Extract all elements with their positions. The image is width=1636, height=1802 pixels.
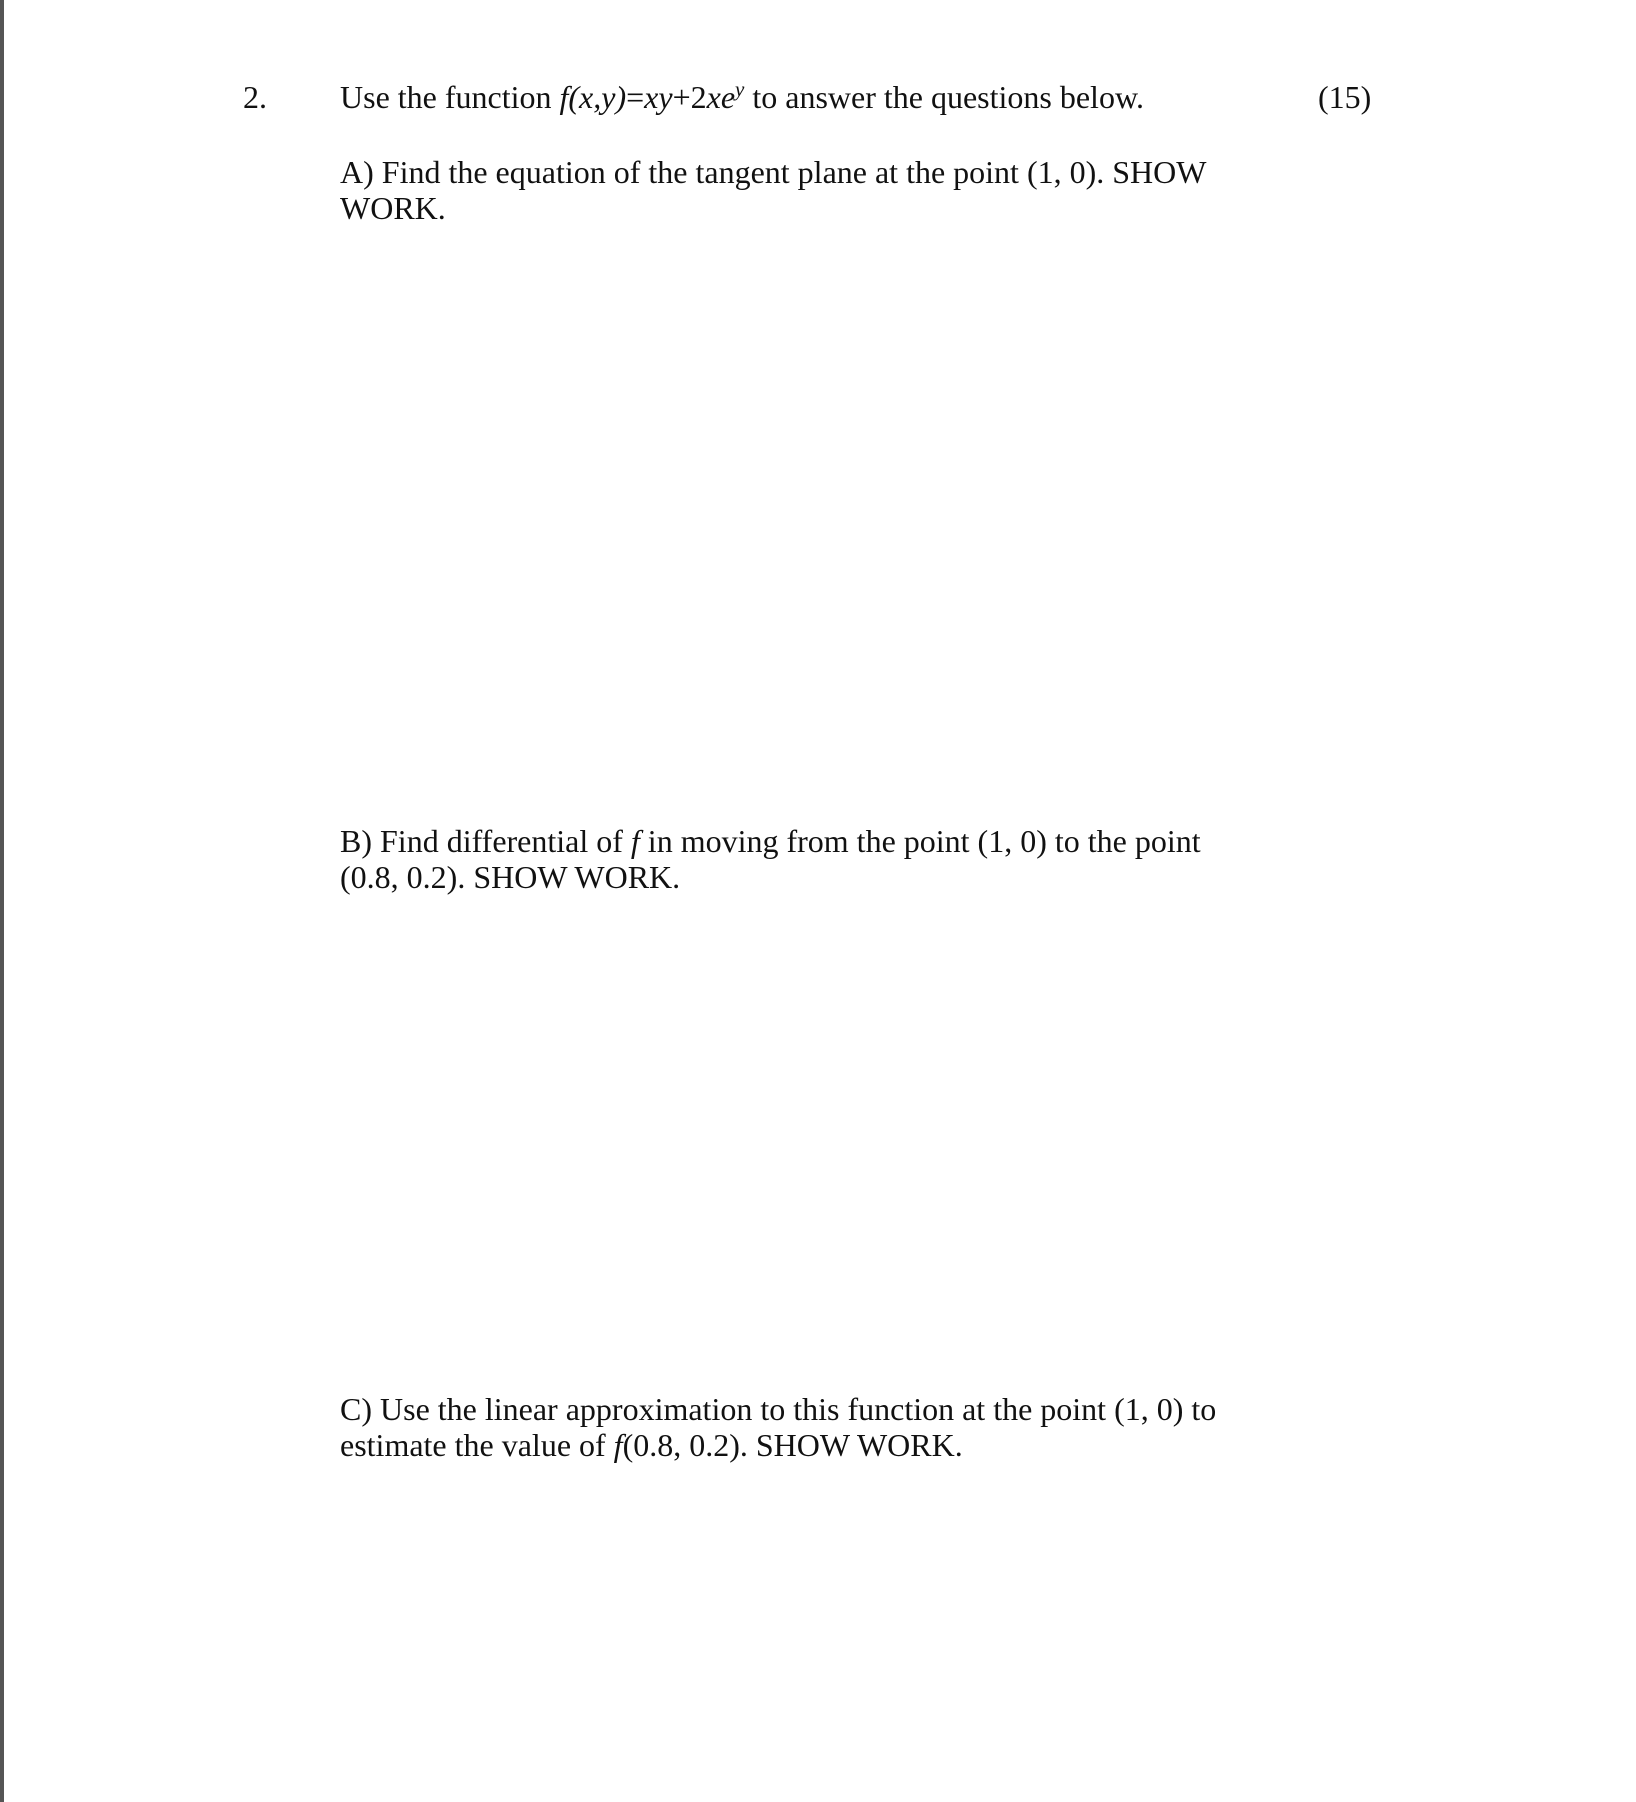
part-a-line2: WORK. [340, 190, 446, 226]
question-intro [340, 79, 1144, 115]
part-b-line1 [340, 823, 1201, 859]
question-number: 2. [243, 79, 267, 115]
function-term2: xe [706, 79, 736, 115]
page-left-border [0, 0, 4, 1802]
part-b-text-after: in moving from the point (1, 0) to the point [639, 823, 1201, 859]
part-c-show-work: . SHOW WORK. [739, 1427, 963, 1463]
part-c-args: (0.8, 0.2) [622, 1427, 740, 1463]
part-b-text-before: B) Find differential of [340, 823, 631, 859]
intro-text-before: Use the function [340, 79, 560, 115]
question-points: (15) [1318, 79, 1372, 115]
function-f: f [559, 79, 569, 115]
part-a-line1: A) Find the equation of the tangent plane at the point (1, 0). SHOW [340, 154, 1207, 190]
part-b-show-work: . SHOW WORK. [457, 859, 681, 895]
function-plus: + [672, 79, 691, 115]
part-b [340, 823, 1201, 895]
part-c-text-before: estimate the value of [340, 1427, 614, 1463]
function-formula [560, 79, 745, 115]
function-equals: = [626, 79, 645, 115]
function-exponent: y [735, 77, 745, 101]
part-c [340, 1391, 1216, 1463]
part-b-var-f: f [630, 823, 640, 859]
function-term1: xy [644, 79, 673, 115]
part-b-point: (0.8, 0.2) [340, 859, 458, 895]
part-c-var-f: f [613, 1427, 623, 1463]
intro-text-after: to answer the questions below. [744, 79, 1144, 115]
part-c-line2 [340, 1427, 1216, 1463]
function-args: (x,y) [568, 79, 627, 115]
function-coef: 2 [690, 79, 707, 115]
part-a [340, 154, 1206, 226]
part-b-line2 [340, 859, 1201, 895]
part-c-line1: C) Use the linear approximation to this function at the point (1, 0) to [340, 1391, 1217, 1427]
